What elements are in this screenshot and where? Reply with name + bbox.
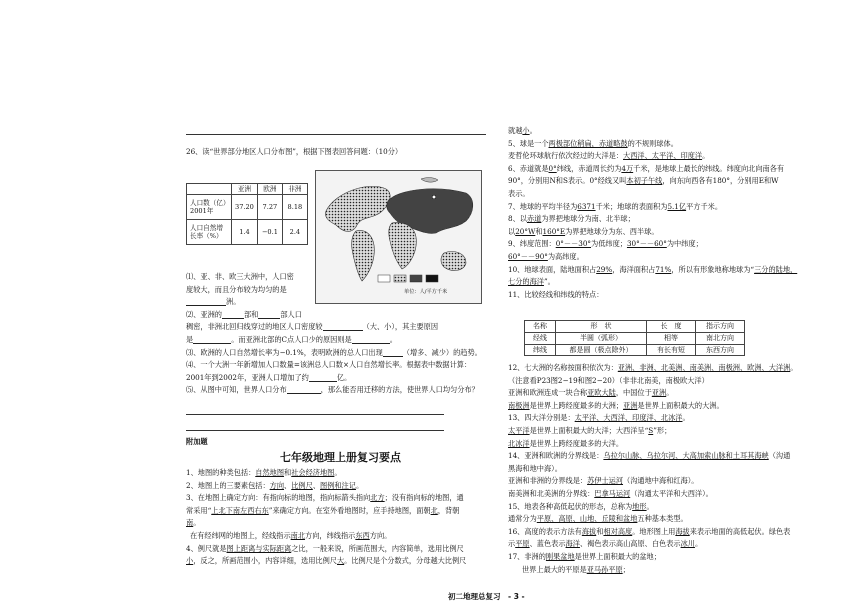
point-text: 千米，是地球上最长的纬线。纬度向北向南各有 — [633, 163, 785, 173]
question-text: ⑸、从图中可知，世界人口分布 — [186, 385, 287, 395]
point-text: 世界上最大的平原是 — [522, 564, 587, 574]
question-text: 是 — [186, 334, 194, 344]
question-text: ⑴、亚、非、欧三大洲中，人口密 — [186, 272, 294, 281]
r14-line2 — [508, 464, 833, 477]
point-text: 12、七大洲的名称按面积依次为： — [508, 363, 618, 372]
question-text: 2001年到2002年，亚洲人口增加了约 — [186, 372, 309, 382]
row-label: 长率（%） — [190, 232, 223, 241]
point-text: 9、纬度范围： — [508, 239, 556, 249]
point-text: ，海洋面积占 — [612, 264, 656, 274]
question-text: ，那么能否用迁移的方法，使世界人口均匀分布？ — [320, 385, 479, 395]
appendix-label: 附加题 — [186, 437, 208, 446]
q26-p2-line3 — [186, 335, 486, 348]
q26-heading: 26、读“世界部分地区人口分布图”，根据下图表回答问题：（10分） — [186, 147, 403, 156]
q26-p5 — [186, 385, 486, 398]
point-text: 、 — [284, 480, 292, 490]
answer-text: 苏伊士运河 — [587, 476, 624, 486]
q26-subquestions — [186, 272, 486, 398]
point-text: 的不规则球体。 — [627, 138, 678, 148]
point-text: 90°，分别用N和S表示。0°经线又叫 — [508, 176, 627, 186]
row-label: 人口自然增 — [190, 224, 223, 232]
question-text: 亿。 — [336, 372, 352, 382]
table-cell: 亚洲 — [232, 184, 258, 195]
point-text: 黑海和地中海）。 — [508, 463, 562, 473]
question-text: ⑷、一个大洲一年新增加人口数量=该洲总人口数×人口自然增长率。根据表中数据计算： — [186, 360, 472, 370]
answer-text: 北方 — [370, 493, 385, 503]
answer-text: 平原、高原、山地、丘陵和盆地 — [536, 514, 638, 524]
answer-text: 亚马孙平原 — [586, 564, 623, 574]
answer-text: 上北下南左西右东 — [211, 505, 269, 515]
point-text: 14、亚洲和欧洲的分界线是： — [508, 451, 604, 461]
r12-line3 — [508, 388, 833, 401]
point-text: 5、球是一个 — [508, 138, 549, 148]
answer-text: 小 — [522, 126, 530, 135]
question-text: ⑵、亚洲的 — [186, 309, 222, 319]
point-text: 为界把地球分为东、西半球。 — [565, 226, 659, 236]
point-text: 亚洲和非洲的分界线是： — [508, 476, 588, 486]
r15-line2 — [508, 514, 833, 527]
r6-line2 — [508, 176, 833, 189]
meridian-table-wrap — [524, 320, 745, 356]
r14-line1 — [508, 451, 833, 464]
r14-line3 — [508, 476, 833, 489]
answer-text: 南北 — [290, 530, 306, 540]
r17-line2 — [508, 565, 833, 578]
point-text: 是世界上面积最大的大洲。 — [637, 400, 724, 410]
point-text: ，向东向西各有180°，分别用E和W — [662, 176, 779, 186]
answer-text: 0°－－30° — [555, 239, 591, 249]
r10-line2 — [508, 277, 833, 290]
point-text: ，所以有形象地称地球为“ — [671, 264, 755, 274]
answer-text: 亚洲 — [623, 400, 638, 410]
point-text: （沟通地中海和红海）。 — [623, 476, 699, 486]
point-text: 纬线，赤道周长约为 — [556, 163, 622, 173]
table-cell: 东西方向 — [696, 344, 745, 356]
point-text: 。 — [666, 388, 674, 398]
top-divider — [186, 134, 486, 135]
table-cell: 形 状 — [556, 321, 647, 333]
answer-text: 北冰洋 — [508, 438, 530, 448]
r14-line4 — [508, 489, 833, 502]
answer-blank[interactable] — [309, 373, 337, 382]
point-text: 麦哲伦环球航行依次经过的大洋是： — [508, 151, 624, 161]
left-points — [186, 468, 498, 569]
q26-p3 — [186, 348, 486, 361]
right-column — [508, 126, 833, 302]
point-text: 2、地图上的三要素包括： — [186, 480, 270, 490]
answer-text: 南 — [186, 518, 194, 528]
answer-blank[interactable] — [222, 310, 244, 319]
r11 — [508, 290, 833, 303]
point-text: 表示。 — [508, 188, 530, 198]
population-table — [186, 183, 308, 245]
answer-text: 6371 — [577, 201, 596, 211]
r16-line2 — [508, 539, 833, 552]
q26-p2-line2 — [186, 322, 486, 335]
table-cell: 纬线 — [525, 344, 556, 356]
q26-p1-line2 — [186, 285, 486, 298]
point-text: 方向。 — [369, 530, 392, 540]
r8-line2 — [508, 227, 833, 240]
left-column — [186, 147, 501, 160]
table-row — [187, 184, 308, 195]
point-1 — [186, 468, 498, 481]
point-text: ；没有指向标的地图，通 — [384, 493, 464, 503]
point-text: 1、地图的种类包括： — [186, 468, 256, 477]
point-text: 7、地球的平均半径为 — [508, 201, 578, 211]
r9-line2 — [508, 252, 833, 265]
answer-text: 南极洲 — [508, 400, 530, 410]
r13-line1 — [508, 413, 833, 426]
point-text: 。 — [694, 539, 703, 549]
point-text: ； — [622, 564, 630, 574]
table-cell: 半圆（弧形） — [556, 332, 647, 344]
answer-text: S — [648, 425, 654, 435]
answer-blank[interactable] — [352, 335, 390, 344]
r6-line3 — [508, 189, 833, 202]
question-text: 部人口 — [280, 309, 302, 319]
r6-line1 — [508, 164, 833, 177]
point-text: 为低纬度； — [591, 239, 627, 249]
answer-text: 七分的海洋 — [508, 277, 544, 287]
point-text: 是世界上面积最大的大洋；大西洋呈“ — [529, 425, 649, 435]
answer-text: 大西洋、太平洋、印度洋 — [623, 151, 703, 161]
answer-text: 160°E — [542, 226, 566, 236]
point-3-line3 — [186, 518, 498, 531]
point-text: ，中国位于 — [615, 388, 652, 398]
r15-line1 — [508, 502, 833, 515]
answer-text: 海拔 — [581, 526, 597, 536]
answer-line[interactable] — [186, 414, 444, 415]
point-text: 千米；地球的表面积为 — [595, 201, 668, 211]
table-row — [525, 321, 745, 333]
answer-text: 相对高度 — [603, 526, 633, 536]
r16-line1 — [508, 527, 833, 540]
point-text: 。 — [682, 413, 690, 423]
question-text: （大、小），其主要原因 — [362, 322, 439, 332]
answer-text: 太平洋、大西洋、印度洋、北冰洋 — [574, 413, 683, 423]
table-cell: 都是圆（极点除外） — [556, 344, 647, 356]
table-cell: 名称 — [525, 321, 556, 333]
answer-text: 海洋 — [565, 539, 580, 549]
answer-text: 图上距离与实际距离 — [226, 543, 292, 553]
q26-p1-line3 — [186, 297, 486, 310]
point-text: 3、在地图上确定方向：有指向标的地图，指向标箭头指向 — [186, 493, 371, 503]
answer-text: 太平洋 — [508, 425, 530, 435]
answer-text: 地形 — [632, 501, 647, 511]
answer-text: 海拔 — [675, 526, 690, 536]
question-text: 度较大，而且分布较为均匀的是 — [186, 284, 287, 294]
point-text: 。 — [702, 151, 710, 161]
answer-line[interactable] — [186, 430, 444, 431]
answer-blank[interactable] — [193, 335, 231, 344]
point-text: 。 — [790, 363, 798, 372]
r5-line1 — [508, 139, 833, 152]
point-text: 。 — [193, 518, 201, 528]
answer-text: 自然地图 — [255, 468, 285, 477]
table-cell — [187, 195, 232, 220]
table-cell: 经线 — [525, 332, 556, 344]
point-4-line2 — [186, 556, 498, 569]
point-text: 。 — [334, 468, 342, 477]
point-2 — [186, 481, 498, 494]
answer-text: 60°－－90° — [508, 251, 548, 261]
r17-line1 — [508, 552, 833, 565]
answer-text: 本初子午线 — [626, 176, 663, 186]
point-text: 之比，一般来说，所画范围大，内容简单，选用比例尺 — [291, 543, 464, 553]
r13-line2 — [508, 426, 833, 439]
population-table-wrap — [186, 183, 308, 245]
question-text: 稠密，非洲北回归线穿过的地区人口密度较 — [186, 322, 323, 332]
answer-blank[interactable] — [323, 322, 363, 331]
table-cell: 相等 — [647, 332, 696, 344]
point-text: 、蓝色表示 — [529, 539, 566, 549]
point-text: 为高纬度。 — [547, 251, 584, 261]
table-cell: 欧洲 — [257, 184, 282, 195]
point-text: 、 — [312, 480, 321, 490]
q26-p1-line1 — [186, 272, 486, 285]
answer-text: 乌拉尔山脉、乌拉尔河、大高加索山脉和土耳其海峡 — [603, 451, 769, 461]
page-footer: 初二地理总复习 - 3 - — [448, 592, 525, 601]
table-cell — [187, 220, 232, 245]
point-text: 以 — [508, 226, 516, 236]
question-text: （增多、减少）的趋势。 — [402, 347, 482, 357]
answer-text: 大 — [336, 556, 345, 566]
answer-blank[interactable] — [287, 385, 321, 394]
answer-text: 图例和注记 — [320, 480, 356, 490]
point-text: ，反之，所画范围小，内容详细，选用比例尺 — [193, 556, 337, 566]
answer-text: 小 — [186, 556, 194, 566]
point-text: 。 — [355, 480, 364, 490]
point-text: 来表示地面的高低起伏。绿色表 — [689, 526, 791, 536]
answer-text: 5.1亿 — [667, 201, 687, 211]
answer-text: 0° — [548, 163, 557, 173]
point-text: 示 — [508, 539, 516, 549]
question-text: 洲。 — [226, 297, 241, 307]
point-text: ”来确定方向。在室外看地图时，应手持地图，面朝 — [268, 505, 431, 515]
question-text: 。而亚洲北部的C点人口少的原因则是 — [231, 334, 352, 344]
point-text: 为中纬度； — [666, 239, 703, 249]
point-text: 15、地表各种高低起伏的形态，总称为 — [508, 501, 633, 511]
point-text: 。 — [529, 126, 537, 135]
point-text: 和 — [535, 226, 543, 236]
table-row — [187, 220, 308, 245]
answer-text: 亚洲、非洲、北美洲、南美洲、南极洲、欧洲、大洋洲 — [617, 363, 791, 372]
r8-line1 — [508, 214, 833, 227]
point-text: 。比例尺是个分数式，分母越大比例尺 — [344, 556, 467, 566]
point-text: 是世界上面积最大的盆地； — [574, 551, 661, 561]
point-text: 16、高度的表示方法有 — [508, 526, 582, 536]
point-3-line4 — [186, 531, 498, 544]
answer-text: 冰川 — [680, 539, 695, 549]
answer-text: 比例尺 — [291, 480, 313, 490]
point-text: 平方千米。 — [686, 201, 723, 211]
answer-blank[interactable] — [258, 310, 280, 319]
answer-text: 三分的陆地， — [754, 264, 798, 274]
answer-text: 亚洲 — [651, 388, 667, 398]
point-text: 常采用“ — [186, 505, 212, 515]
map-legend-caption: 单位：人/平方千米 — [404, 289, 448, 295]
question-text: ⑶、欧洲的人口自然增长率为−0.1%，表明欧洲的总人口出现 — [186, 347, 383, 357]
table-cell: 7.27 — [257, 195, 282, 220]
table-row — [525, 344, 745, 356]
point-text: 和 — [284, 468, 292, 477]
table-cell: 8.18 — [282, 195, 307, 220]
answer-blank[interactable] — [186, 297, 226, 306]
doc-title: 七年级地理上册复习要点 — [280, 451, 401, 464]
question-text: 部和 — [243, 309, 259, 319]
answer-text: 平原 — [515, 539, 530, 549]
point-text: ”形； — [653, 425, 672, 435]
q26-p4-line1 — [186, 360, 486, 373]
r0 — [508, 126, 833, 139]
r12-line4 — [508, 401, 833, 414]
row-label: 人口数（亿） — [190, 199, 230, 207]
point-text: 在有经纬网的地图上，经线指示 — [190, 530, 291, 540]
point-text: ”。 — [543, 277, 555, 287]
answer-text: 20°W — [515, 226, 536, 236]
r12-line1 — [508, 363, 833, 376]
table-cell: 指示方向 — [696, 321, 745, 333]
point-text: 。 — [646, 501, 654, 511]
answer-text: 赤道 — [526, 214, 542, 224]
point-text: 五种基本类型。 — [637, 514, 688, 524]
answer-text: 巴拿马运河 — [594, 488, 631, 498]
answer-text: 两极部位稍扁，赤道略鼓 — [548, 138, 628, 148]
r7 — [508, 202, 833, 215]
answer-text: 29% — [596, 264, 613, 274]
point-text: 是世界上跨经度最多的大洋。 — [529, 438, 624, 448]
table-cell: 长 度 — [647, 321, 696, 333]
table-cell: −0.1 — [257, 220, 282, 245]
table-cell: 2.4 — [282, 220, 307, 245]
point-text: 、褐色表示高山高原、白色表示 — [579, 539, 681, 549]
table-row — [187, 195, 308, 220]
point-text: 方向，纬线指示 — [305, 530, 356, 540]
point-text: 南美洲和北美洲的分界线： — [508, 488, 595, 498]
right-column-lower — [508, 363, 833, 577]
point-text: 和 — [596, 526, 604, 536]
r12-line2 — [508, 376, 833, 389]
point-text: 通常分为 — [508, 514, 537, 524]
table-cell: 南北方向 — [696, 332, 745, 344]
table-cell: 有长有短 — [647, 344, 696, 356]
meridian-parallel-table — [524, 320, 745, 356]
point-text: （注意看P23图2−19和图2−20）（非非北南美，南极欧大洋） — [508, 375, 709, 385]
point-text: 10、地球表面，陆地面积占 — [508, 264, 597, 274]
answer-text: 方向 — [269, 480, 285, 490]
r9-line1 — [508, 239, 833, 252]
table-cell — [187, 184, 232, 195]
point-text: ，背朝 — [437, 505, 460, 515]
answer-text: 东西 — [355, 530, 370, 540]
table-cell: 非洲 — [282, 184, 307, 195]
table-row — [525, 332, 745, 344]
table-cell: 1.4 — [232, 220, 258, 245]
point-4-line1 — [186, 544, 498, 557]
answer-text: 30°－－60° — [626, 239, 667, 249]
point-text: 6、赤道就是 — [508, 163, 549, 173]
point-text: 8、以 — [508, 214, 527, 224]
table-cell: 37.20 — [232, 195, 258, 220]
point-text: 4、例尺就是 — [186, 543, 227, 553]
answer-text: 社会经济地图 — [291, 468, 335, 477]
point-text: 是世界上跨经度最多的大洲； — [529, 400, 624, 410]
point-text: 亚洲和欧洲连成一块合称 — [508, 388, 588, 398]
point-text: 11、比较经线和纬线的特点： — [508, 289, 604, 299]
r10-line1 — [508, 265, 833, 278]
q26-p2-line1 — [186, 310, 486, 323]
answer-text: 亚欧大陆 — [587, 388, 616, 398]
question-text: 。 — [389, 334, 397, 344]
point-3-line1 — [186, 493, 498, 506]
row-label: 2001年 — [190, 207, 214, 216]
answer-text: 北 — [430, 505, 438, 515]
point-text: 13、四大洋分别是： — [508, 413, 575, 423]
r13-line3 — [508, 439, 833, 452]
point-3-line2 — [186, 506, 498, 519]
point-text: （沟通 — [768, 451, 791, 461]
point-text: 就越 — [508, 126, 523, 135]
point-text: 17、非洲的 — [508, 551, 546, 561]
point-text: 。地形图上用 — [632, 526, 676, 536]
answer-text: 刚果盆地 — [545, 551, 575, 561]
q26-p4-line2 — [186, 373, 486, 386]
answer-text: 71% — [655, 264, 672, 274]
answer-text: 4万 — [621, 163, 634, 173]
point-text: 为界把地球分为南、北半球； — [541, 214, 635, 224]
answer-blank[interactable] — [383, 348, 403, 357]
r5-line2 — [508, 151, 833, 164]
point-text: （沟通太平洋和大西洋）。 — [630, 488, 713, 498]
